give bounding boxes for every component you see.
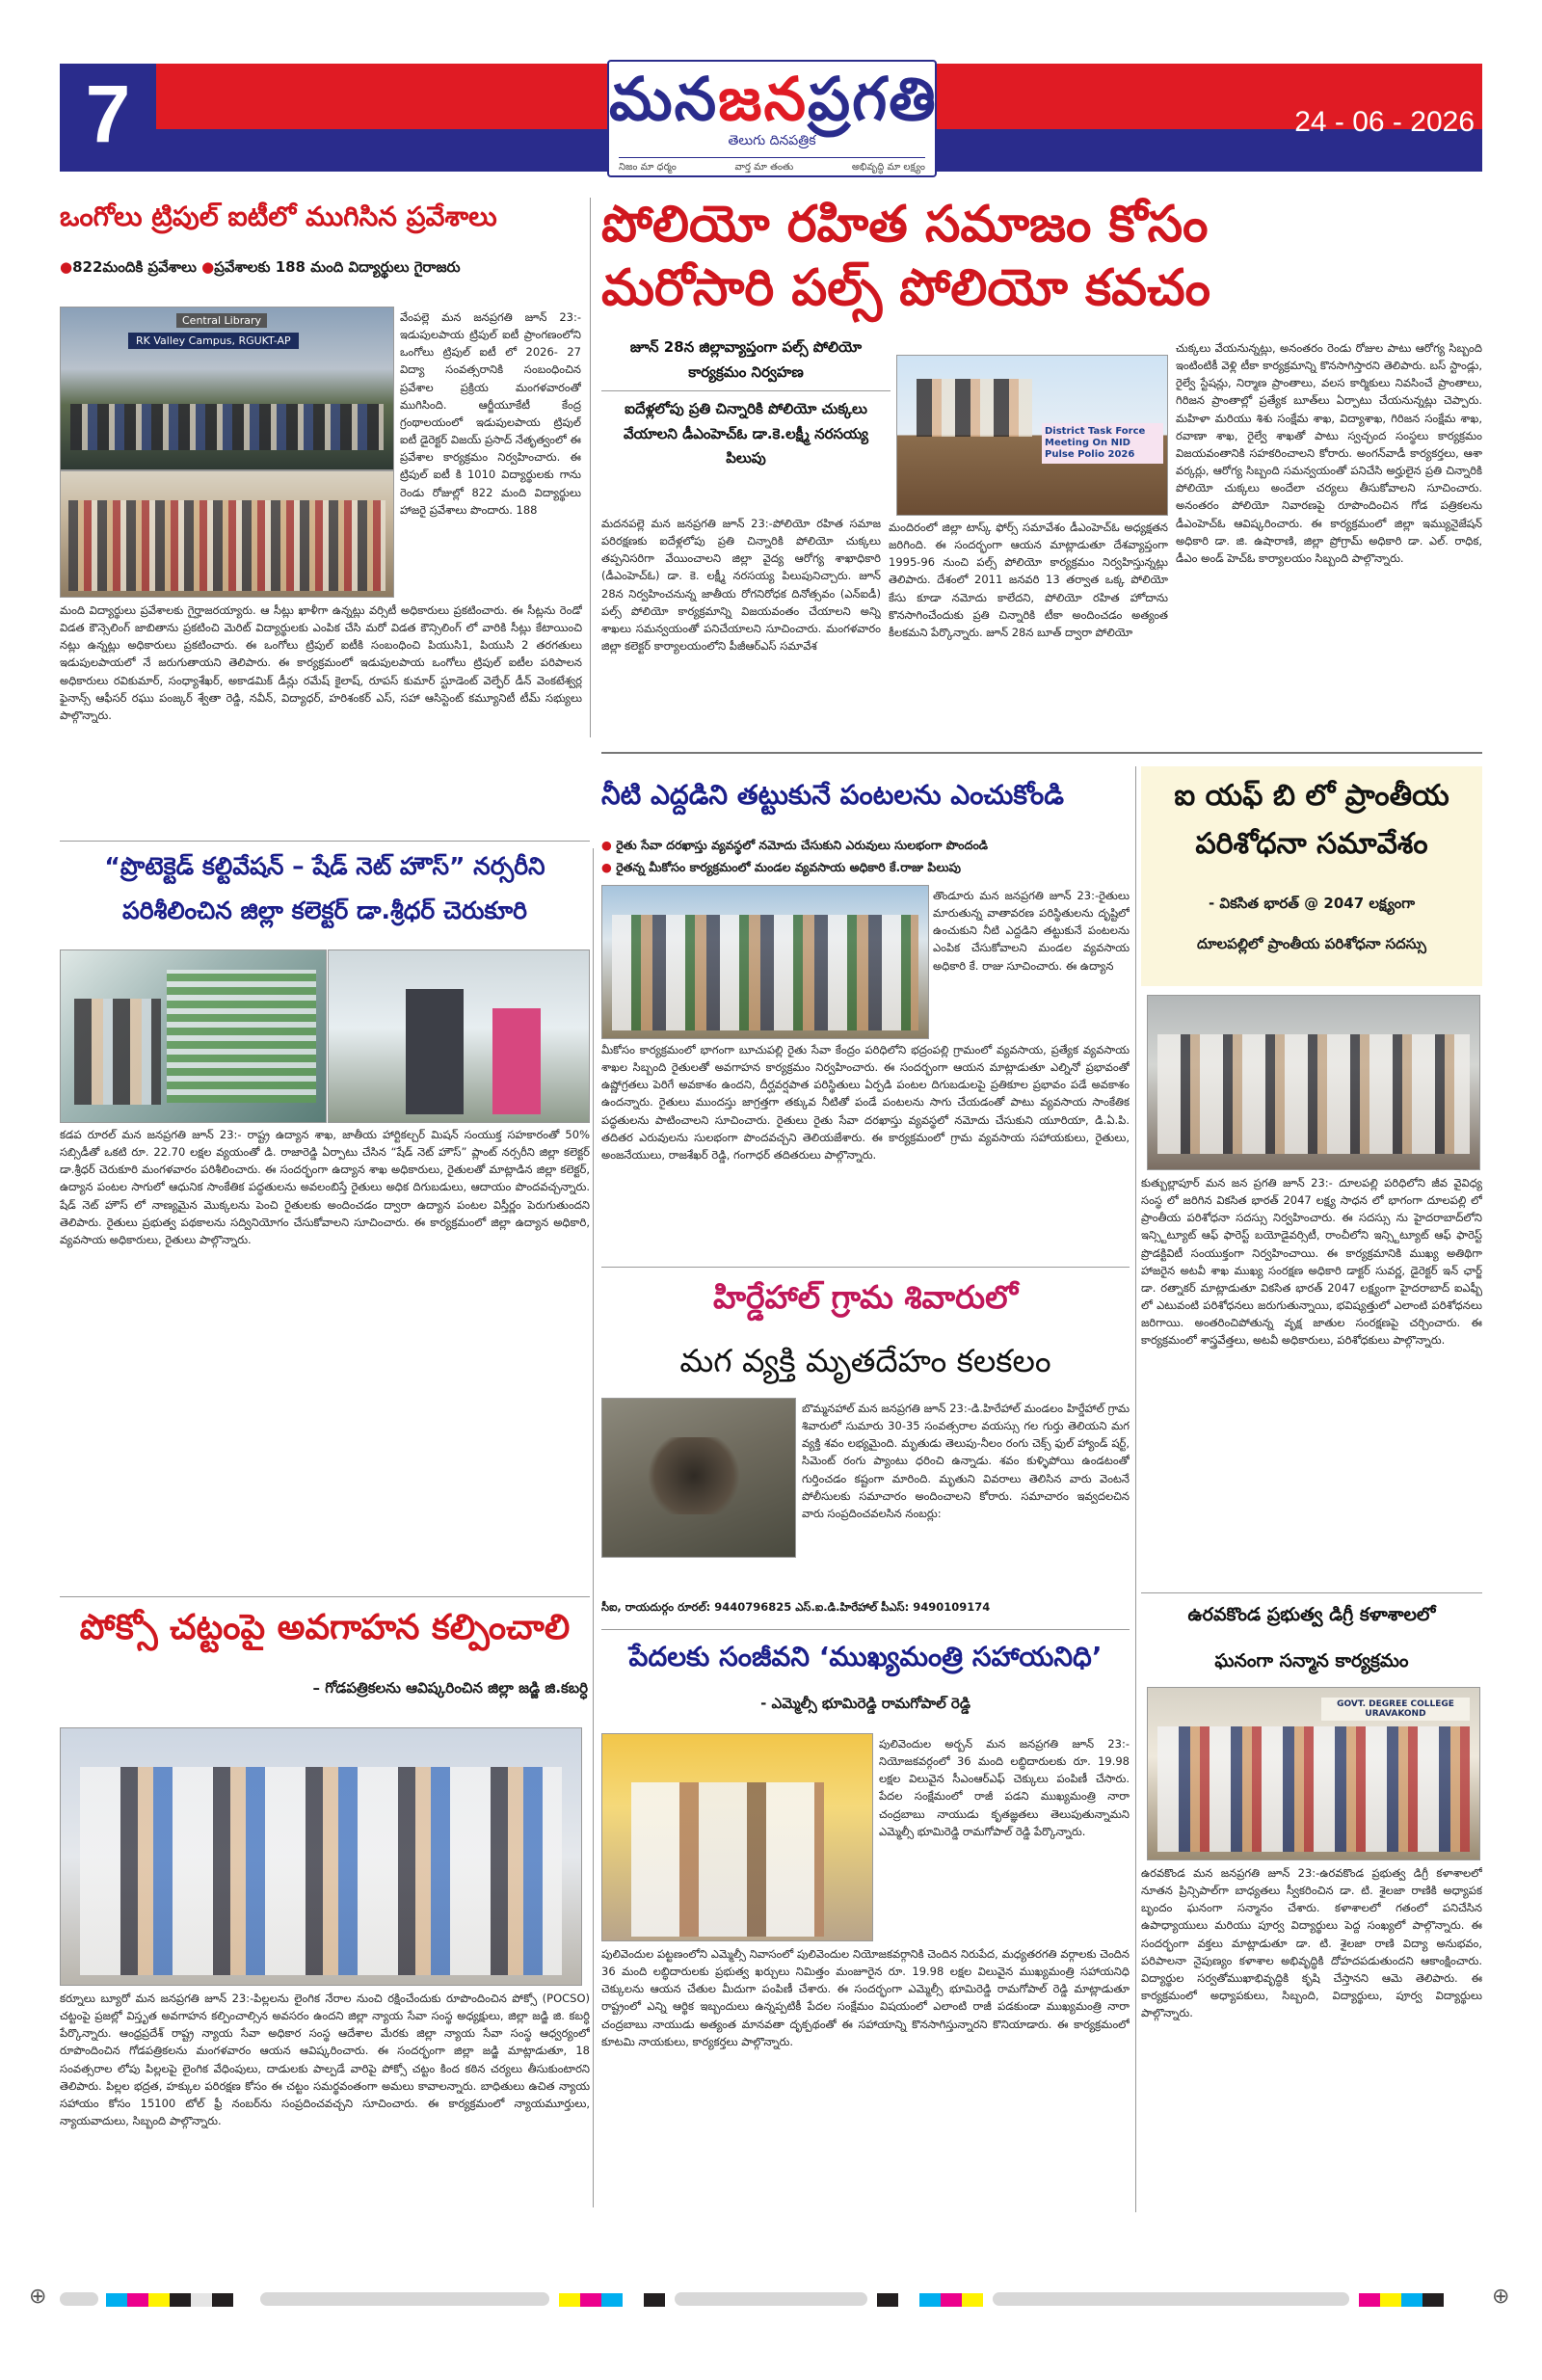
issue-date: 24 - 06 - 2026 — [1294, 106, 1475, 138]
hiredal-headline-2: మగ వ్యక్తి మృతదేహం కలకలం — [679, 1342, 1051, 1379]
column-divider — [590, 198, 591, 737]
iiit-photo — [60, 307, 394, 470]
iiit-bullet-2: ప్రవేశాలకు 188 మంది విద్యార్థులు గైరాజరు — [214, 258, 461, 276]
ifb-body: కుత్బుల్లాపూర్ మన జన ప్రగతి జూన్ 23:- దూలపల్లి పరిధిలోని జీవ వైవిధ్య సంస్థ లో జరిగిన వికసిత భారత్ 2047 లక్ష్య సాధన లో భాగంగా దూలపల్లి లో ప్రాంతీయ పరిశోధనా సదస్సు నిర్వహించారు. ఈ సదస్సు ను హైదరాబాద్‌లోని ఇన్స్టిట్యూట్ ఆఫ్ ఫారెస్ట్ బయోడైవర్సిటీ, రాంచీలోని ఇన్స్టిట్యూట్ ఆఫ్ ఫారెస్ట్ ప్రొడక్టివిటీ సంయుక్తంగా నిర్వహించాయి. ఈ కార్యక్రమానికి ముఖ్య అతిథిగా హాజరైన అటవీ శాఖ ముఖ్య సంరక్షణ అధికారి డాక్టర్ సువర్ణ, డైరెక్టర్ ఇన్ ఛార్జ్ డా. రత్నాకర్ మాట్లాడుతూ వికసిత భారత్ 2047 లక్ష్యంగా హైదరాబాద్ ఐఎఫ్బీ లో ఎటువంటి పరిశోధనలు జరుగుతున్నాయి, భవిష్యత్తులో ఎలాంటి పరిశోధనలు జరిగాయి. అంతరించిపోతున్న వృక్ష జాతుల సంరక్షణపై చర్చించారు. ఈ కార్యక్రమంలో శాస్త్రవేత్తలు, అటవీ అధికారులు, పరిశోధకులు పాల్గొన్నారు. — [1141, 1176, 1482, 1348]
crops-bullets — [601, 835, 1122, 878]
photo-sign: GOVT. DEGREE COLLEGE URAVAKOND — [1321, 1698, 1470, 1721]
hiredal-headline-1: హిర్డేహాల్ గ్రామ శివారులో — [712, 1278, 1019, 1316]
section-divider — [60, 1596, 590, 1597]
crops-bullet-line-2 — [601, 857, 1122, 879]
photo-officials — [917, 379, 1032, 437]
ifb-deck-1: - వికసిత భారత్ @ 2047 లక్ష్యంగా — [1208, 895, 1416, 912]
pocso-headline: పోక్సో చట్టంపై అవగాహన కల్పించాలి — [79, 1608, 571, 1647]
crops-body-full: మీకోసం కార్యక్రమంలో భాగంగా బూచుపల్లి రైతు సేవా కేంద్రం పరిధిలోని భద్రంపల్లి గ్రామంలో వ్యవసాయ, ప్రత్యేక వ్యవసాయ శాఖల సిబ్బంది రైతులతో అవగాహన కార్యక్రమం నిర్వహించారు. ఈ సందర్భంగా ఆయన మాట్లాడుతూ ఎల్నినో ప్రభావంతో ఉష్ణోగ్రతలు పెరిగే అవకాశం ఉందని, దీర్ఘవర్షపాత పరిస్థితులు ఏర్పడి పంటల దిగుబడులపై ప్రతికూల ప్రభావం పడే అవకాశం ఉందన్నారు. రైతులు ముందస్తు జాగ్రత్తగా తక్కువ నీటితో పండే పంటలను సాగు చేయడంతో పాటు వ్యవసాయ సాంకేతిక పద్ధతులను పాటించాలని సూచించారు. రైతులు రైతు సేవా దరఖాస్తు వ్యవస్థలో నమోదు చేసుకుని యూరియా, డి.ఏ.పి. తదితర ఎరువులను సులభంగా పొందవచ్చని తెలియజేశారు. ఈ కార్యక్రమంలో గ్రామ వ్యవసాయ సహాయకులు, రైతులు, అంజనేయులు, రాజశేఖర్ రెడ్డి, గంగాధర్ తదితరులు పాల్గొన్నారు. — [601, 1043, 1130, 1162]
section-divider — [60, 841, 590, 842]
crops-headline: నీటి ఎద్దడిని తట్టుకునే పంటలను ఎంచుకోండి — [601, 779, 1064, 811]
footer-print-bar — [260, 2292, 549, 2306]
slogan-3: అభివృద్ధి మా లక్ష్యం — [851, 162, 925, 173]
cmrf-photo — [601, 1733, 873, 1941]
logo-title — [609, 62, 938, 134]
shadenet-photo-1 — [60, 949, 327, 1123]
logo-title-part-3: ప్రగతి — [807, 64, 938, 134]
photo-felicitation — [1157, 1726, 1470, 1852]
crops-bullet-1: రైతు సేవా దరఖాస్తు వ్యవస్థలో నమోదు చేసుకుని ఎరువులు సులభంగా పొందండి — [616, 838, 989, 852]
photo-people — [74, 999, 161, 1105]
photo-conference — [1157, 1034, 1470, 1154]
photo-collector — [406, 989, 464, 1114]
bullet-dot-icon: ● — [201, 258, 215, 276]
polio-deck-1: జూన్ 28న జిల్లావ్యాప్తంగా పల్స్ పోలియో కార్యక్రమం నిర్వహణ — [601, 335, 891, 391]
section-divider — [601, 752, 1482, 754]
registration-mark-right: ⊕ — [1492, 2285, 1510, 2309]
polio-body-col1: మదనపల్లె మన జనప్రగతి జూన్ 23:-పోలియో రహిత సమాజ పరిరక్షణకు ఐదేళ్లలోపు ప్రతి చిన్నారికి పోలియో చుక్కలు తప్పనిసరిగా వేయించాలని జిల్లా వైద్య ఆరోగ్య శాఖాధికారి (డీఎంహెచ్ఓ) డా. కె. లక్ష్మీ నరసయ్య పిలుపునిచ్చారు. జూన్ 28న నిర్వహించనున్న జాతీయ రోగనిరోధక దినోత్సవం (ఎన్ఐడీ) పల్స్ పోలియో కార్యక్రమాన్ని విజయవంతం చేయాలని అన్ని శాఖలు సమన్వయంతో పనిచేయాలని సూచించారు. మంగళవారం జిల్లా కలెక్టర్ కార్యాలయంలోని పీజీఆర్ఎస్ సమావేశ — [601, 517, 881, 654]
polio-body-col2: మందిరంలో జిల్లా టాస్క్ ఫోర్స్ సమావేశం డీఎంహెచ్ఓ అధ్యక్షతన జరిగింది. ఈ సందర్భంగా ఆయన మాట్లాడుతూ దేశవ్యాప్తంగా 1995-96 నుంచి పల్స్ పోలియో కార్యక్రమం నిర్వహిస్తున్నట్లు తెలిపారు. దేశంలో 2011 జనవరి 13 తర్వాత ఒక్క పోలియో కేసు కూడా నమోదు కాలేదని, పోలియో రహిత హోదాను కొనసాగించేందుకు ప్రతి చిన్నారికి టీకా అందించడం అత్యంత కీలకమని పేర్కొన్నారు. జూన్ 28న బూత్ ద్వారా పోలియో — [889, 521, 1168, 639]
color-calibration-strip-3 — [877, 2292, 983, 2311]
crops-photo — [601, 885, 929, 1039]
section-divider — [601, 1629, 1130, 1630]
polio-photo — [896, 355, 1168, 516]
hiredal-body: బొమ్మనహాల్ మన జనప్రగతి జూన్ 23:-డి.హిరేహాల్ మండలం హిర్డేహాల్ గ్రామ శివారులో సుమారు 30-35 సంవత్సరాల వయస్సు గల గుర్తు తెలియని మగ వ్యక్తి శవం లభ్యమైంది. మృతుడు తెలుపు-నీలం రంగు చెక్స్ ఫుల్ హ్యాండ్ షర్ట్, సిమెంట్ రంగు ప్యాంటు ధరించి ఉన్నాడు. శవం కుళ్ళిపోయి ఉండటంతో గుర్తించడం కష్టంగా మారింది. మృతుని వివరాలు తెలిసిన వారు వెంటనే పోలీసులకు సమాచారం అందించాలని కోరారు. సమాచారం ఇవ్వదలచిన వారు సంప్రదించవలసిన నంబర్లు: — [802, 1402, 1130, 1520]
cmrf-body-full: పులివెందుల పట్టణంలోని ఎమ్మెల్సీ నివాసంలో పులివెందుల నియోజకవర్గానికి చెందిన నిరుపేద, మధ్యతరగతి వర్గాలకు చెందిన 36 మంది లబ్ధిదారులకు ప్రభుత్వ ఖర్చులు నిమిత్తం మంజూరైన రూ. 19.98 లక్షల విలువైన ముఖ్యమంత్రి సహాయనిధి చెక్కులను ఆయన చేతుల మీదుగా పంపిణీ చేశారు. ఈ సందర్భంగా ఎమ్మెల్సీ భూమిరెడ్డి రామగోపాల్ రెడ్డి మాట్లాడుతూ రాష్ట్రంలో ఎన్ని ఆర్థిక ఇబ్బందులు ఉన్నప్పటికీ పేదల సంక్షేమం విషయంలో ఎలాంటి రాజీ పడకుండా ముఖ్యమంత్రి నారా చంద్రబాబు నాయుడు అత్యంత మానవతా దృక్పథంతో ఈ సహాయాన్ని కొనసాగిస్తున్నారని కొనియాడారు. ఈ కార్యక్రమంలో కూటమి నాయకులు, కార్యకర్తలు పాల్గొన్నారు. — [601, 1947, 1130, 2048]
photo-banner: RK Valley Campus, RGUKT-AP — [128, 333, 299, 349]
photo-people-row — [70, 404, 384, 450]
photo-officials-row — [80, 1767, 562, 1975]
uravakonda-photo — [1147, 1687, 1480, 1860]
cmrf-subhead: - ఎమ్మెల్సీ భూమిరెడ్డి రామగోపాల్ రెడ్డి — [760, 1695, 970, 1712]
shadenet-headline-2: పరిశీలించిన జిల్లా కలెక్టర్ డా.శ్రీధర్ చెరుకూరి — [121, 896, 528, 924]
hiredal-photo — [601, 1398, 796, 1558]
photo-plants — [167, 970, 316, 1103]
column-divider — [1135, 766, 1136, 2212]
logo-title-part-2: జన — [718, 64, 808, 134]
hiredal-phone-line: సీఐ, రాయదుర్గం రూరల్: 9440796825 ఎస్.ఐ.డి.హిరేహాల్ పీఎస్: 9490109174 — [601, 1600, 991, 1614]
pocso-subhead: – గోడపత్రికలను ఆవిష్కరించిన జిల్లా జడ్జి జి.కబర్ధి — [312, 1679, 588, 1697]
cmrf-body-side: పులివెందుల అర్బన్ మన జనప్రగతి జూన్ 23:- నియోజకవర్గంలో 36 మంది లబ్ధిదారులకు రూ. 19.98 లక్షల విలువైన సీఎంఆర్ఎఫ్ చెక్కులు పంపిణీ చేసారు. పేదల సంక్షేమంలో రాజీ పడని ముఖ్యమంత్రి నారా చంద్రబాబు నాయుడు కృతజ్ఞతలు తెలుపుతున్నామని ఎమ్మెల్సీ భూమిరెడ్డి రామగోపాల్ రెడ్డి పేర్కొన్నారు. — [879, 1737, 1130, 1838]
masthead-blue-strip-left — [156, 129, 607, 172]
crops-body-side: తొండూరు మన జనప్రగతి జూన్ 23:-రైతులు మారుతున్న వాతావరణ పరిస్థితులను దృష్టిలో ఉంచుకుని నీటి ఎద్దడిని తట్టుకునే పంటలను ఎంపిక చేసుకోవాలని మండల వ్యవసాయ అధికారి కే. రాజు సూచించారు. ఈ ఉద్యాన — [933, 889, 1130, 973]
footer-print-bar-left — [60, 2292, 98, 2306]
pocso-body: కర్నూలు బ్యూరో మన జనప్రగతి జూన్ 23:-పిల్లలను లైంగిక నేరాల నుంచి రక్షించేందుకు రూపొందించిన పోక్సో (POCSO) చట్టంపై ప్రజల్లో విస్తృత అవగాహన కల్పించాల్సిన అవసరం ఉందని జిల్లా న్యాయ సేవా సంస్థ అధ్యక్షులు, జిల్లా జడ్జి జి. కబర్ధి పేర్కొన్నారు. ఆంధ్రప్రదేశ్ రాష్ట్ర న్యాయ సేవా అధికార సంస్థ ఆదేశాల మేరకు జిల్లా న్యాయ సేవా సంస్థ ఆధ్వర్యంలో రూపొందించిన గోడపత్రికలను మంగళవారం ఆయన ఆవిష్కరించారు. ఈ సందర్భంగా జిల్లా జడ్జి మాట్లాడుతూ, 18 సంవత్సరాల లోపు పిల్లలపై లైంగిక వేధింపులు, దాడులకు పాల్పడే వారిపై పోక్సో చట్టం కింద కఠిన చర్యలు తీసుకుంటారని తెలిపారు. పిల్లల భద్రత, హక్కుల పరిరక్షణ కోసం ఈ చట్టం సమర్థవంతంగా అమలు కావాలన్నారు. బాధితులు ఉచిత న్యాయ సహాయం కోసం 15100 టోల్ ఫ్రీ నంబర్‌ను సంప్రదించవచ్చని సూచించారు. ఈ కార్యక్రమంలో న్యాయమూర్తులు, న్యాయవాదులు, సిబ్బంది పాల్గొన్నారు. — [60, 1992, 590, 2128]
uravakonda-body: ఉరవకొండ మన జనప్రగతి జూన్ 23:-ఉరవకొండ ప్రభుత్వ డిగ్రీ కళాశాలలో నూతన ప్రిన్సిపాల్‌గా బాధ్యతలు స్వీకరించిన డా. టి. శైలజా రాణికి అధ్యాపక బృందం ఘనంగా సన్మానం చేశారు. కళాశాలలో గతంలో పనిచేసిన ఉపాధ్యాయులు మరియు పూర్వ విద్యార్థులు పెద్ద సంఖ్యలో పాల్గొన్నారు. ఈ సందర్భంగా వక్తలు మాట్లాడుతూ డా. టి. శైలజా రాణి విద్యా అనుభవం, పరిపాలనా నైపుణ్యం కళాశాల అభివృద్ధికి దోహదపడుతుందని ఆకాంక్షించారు. విద్యార్థుల సర్వతోముఖాభివృద్ధికి కృషి చేస్తానని ఆమె తెలిపారు. ఈ కార్యక్రమంలో అధ్యాపకులు, సిబ్బంది, విద్యార్థులు, పూర్వ విద్యార్థులు పాల్గొన్నారు. — [1141, 1866, 1482, 2020]
iiit-body-side: వేంపల్లె మన జనప్రగతి జూన్ 23:-ఇడుపులపాయ ట్రిపుల్ ఐటీ ప్రాంగణంలోని ఒంగోలు ట్రిపుల్ ఐటీ లో 2026- 27 విద్యా సంవత్సరానికి సంబంధించిన ప్రవేశాల ప్రక్రియ మంగళవారంతో ముగిసింది. ఆర్జీయూకేటీ కేంద్ర గ్రంథాలయంలో ఇడుపులపాయ ట్రిపుల్ ఐటీ డైరెక్టర్ విజయ్ ప్రసాద్ నేతృత్వంలో ఈ ప్రవేశాల కార్యక్రమం నిర్వహించారు. ఈ ట్రిపుల్ ఐటీ కి 1010 విద్యార్థులకు గాను రెండు రోజుల్లో 822 మంది విద్యార్థులు హాజరై ప్రవేశాలు పొందారు. 188 — [400, 310, 581, 517]
pocso-photo — [60, 1727, 582, 1986]
shadenet-body: కడప రూరల్ మన జనప్రగతి జూన్ 23:- రాష్ట్ర ఉద్యాన శాఖ, జాతీయ హార్టికల్చర్ మిషన్ సంయుక్త సహకారంతో 50% సబ్సిడీతో ఒకటి రూ. 22.70 లక్షల వ్యయంతో డి. రాజారెడ్డి ఏర్పాటు చేసిన “షేడ్ నెట్ హౌస్” ప్లాంట్ నర్సరీని జిల్లా కలెక్టర్ డా.శ్రీధర్ చెరుకూరి మంగళవారం పరిశీలించారు. ఈ సందర్భంగా ఉద్యాన శాఖ అధికారులు, రైతులతో మాట్లాడిన జిల్లా కలెక్టర్, ఉద్యాన పంటల సాగులో ఆధునిక సాంకేతిక పద్ధతులను అవలంబిస్తే రైతులు అధిక దిగుబడులు, ఆదాయం పొందవచ్చన్నారు. షేడ్ నెట్ హౌస్ లో నాణ్యమైన మొక్కలను పెంచి రైతులకు అందించడం ద్వారా ఉద్యాన పంటల విస్తీర్ణం పెరుగుతుందని తెలిపారు. రైతులు ప్రభుత్వ పథకాలను సద్వినియోగం చేసుకోవాలని సూచించారు. ఈ కార్యక్రమంలో జిల్లా ఉద్యాన అధికారి, వ్యవసాయ అధికారులు, రైతులు పాల్గొన్నారు. — [60, 1128, 590, 1246]
ifb-headline-2: పరిశోధనా సమావేశం — [1195, 827, 1428, 861]
photo-farmers — [612, 915, 918, 1030]
cmrf-headline: పేదలకు సంజీవని ‘ముఖ్యమంత్రి సహాయనిధి’ — [628, 1641, 1103, 1672]
section-divider — [601, 1267, 1130, 1268]
crops-bullet-line-1 — [601, 835, 1122, 857]
column-divider — [593, 848, 594, 2207]
bullet-dot-icon: ● — [601, 838, 617, 852]
shadenet-headline-1: “ప్రొటెక్టెడ్ కల్టివేషన్ – షేడ్ నెట్ హౌస్” నర్సరీని — [104, 852, 545, 880]
color-calibration-strip-4 — [1359, 2292, 1444, 2311]
photo-woman — [492, 1008, 541, 1114]
crops-bullet-2: రైతన్న మీకోసం కార్యక్రమంలో మండల వ్యవసాయ అధికారి కే.రాజు పిలుపు — [616, 859, 961, 874]
photo-crowd — [68, 500, 386, 591]
iiit-headline: ఒంగోలు ట్రిపుల్ ఐటీలో ముగిసిన ప్రవేశాలు — [60, 201, 497, 232]
shadenet-photo-2 — [328, 949, 590, 1123]
slogan-1: నిజం మా ధర్మం — [619, 162, 677, 173]
polio-headline-1: పోలియో రహిత సమాజం కోసం — [601, 196, 1209, 254]
polio-headline-2: మరోసారి పల్స్ పోలియో కవచం — [601, 259, 1211, 317]
slogan-2: వార్త మా తంతు — [734, 162, 794, 173]
logo-slogans — [619, 157, 925, 174]
bullet-dot-icon: ● — [601, 859, 617, 874]
section-divider — [1141, 1592, 1482, 1593]
polio-banner: District Task Force Meeting On NID Pulse Polio 2026 — [1042, 423, 1163, 464]
ifb-headline-1: ఐ యఫ్ బి లో ప్రాంతీయ — [1174, 779, 1449, 813]
newspaper-logo — [607, 60, 937, 177]
photo-two-men — [631, 1782, 824, 1937]
registration-mark-left: ⊕ — [29, 2285, 47, 2309]
footer-print-bar — [675, 2292, 867, 2306]
iiit-photo-2 — [60, 470, 394, 598]
polio-body-col3: చుక్కలు వేయనున్నట్లు, అనంతరం రెండు రోజుల పాటు ఆరోగ్య సిబ్బంది ఇంటింటికీ వెళ్లి టీకా కార్యక్రమాన్ని కొనసాగిస్తారని తెలిపారు. బస్ స్టాండ్లు, రైల్వే స్టేషన్లు, నిర్మాణ ప్రాంతాలు, వలస కార్మికులు నివసించే ప్రాంతాలు, గిరిజన ప్రాంతాల్లో ప్రత్యేక బూత్‌లు ఏర్పాటు చేయనున్నట్లు చెప్పారు. మహిళా మరియు శిశు సంక్షేమ శాఖ, విద్యాశాఖ, గిరిజన సంక్షేమ శాఖ, రవాణా శాఖ, రైల్వే శాఖతో పాటు స్వచ్ఛంద సంస్థలు కార్యక్రమం విజయవంతానికి సహకరించాలని కోరారు. అంగన్‌వాడీ కార్యకర్తలు, ఆశా వర్కర్లు, ఆరోగ్య సిబ్బంది సమన్వయంతో పనిచేసి అర్హులైన ప్రతి చిన్నారికి పోలియో చుక్కలు అందేలా చర్యలు తీసుకోవాలని సూచించారు. అనంతరం పోలియో నివారణపై రూపొందించిన గోడ పత్రికలను డీఎంహెచ్ఓ ఆవిష్కరించారు. ఈ కార్యక్రమంలో జిల్లా ఇమ్యునైజేషన్ అధికారి డా. జి. ఉషారాణి, జిల్లా ప్రోగ్రామ్ అధికారి డా. ఎల్. రాధిక, డీఎం అండ్ హెచ్ఓ కార్యాలయం సిబ్బంది పాల్గొన్నారు. — [1176, 341, 1482, 565]
polio-deck-2: ఐదేళ్లలోపు ప్రతి చిన్నారికి పోలియో చుక్కలు వేయాలని డీఎంహెచ్ఓ డా.కె.లక్ష్మీ నరసయ్య పిలుపు — [623, 400, 869, 467]
bullet-dot-icon: ● — [60, 258, 73, 276]
polio-deck-box — [601, 335, 891, 509]
logo-subtitle: తెలుగు దినపత్రిక — [728, 133, 816, 148]
photo-banner-top: Central Library — [176, 313, 267, 328]
photo-terrain — [641, 1437, 747, 1514]
ifb-deck-2: దూలపల్లిలో ప్రాంతీయ పరిశోధనా సదస్సు — [1197, 935, 1426, 952]
iiit-body-full: మంది విద్యార్థులు ప్రవేశాలకు గైర్హాజరయ్యారు. ఆ సీట్లు ఖాళీగా ఉన్నట్లు వర్సిటీ అధికారులు ప్రకటించారు. ఈ సీట్లను రెండో విడత కౌన్సెలింగ్ జాబితాను ప్రకటించి మెరిట్ విద్యార్థులకు ఎంపిక చేసి మరో విడత కౌన్సిలింగ్ లో వారికి సీట్లు కేటాయించి నట్లు ఉన్నట్లు అధికారులు ప్రకటించారు. ఈ ఒంగోలు ట్రిపుల్ ఐటీకి సంబంధించి పియుసి1, పియుసి 2 తరగతులు ఇడుపులపాయలో నే జరుగుతాయని తెలిపారు. ఈ కార్యక్రమంలో ఇడుపులపాయ ఒంగోలు ట్రిపుల్ ఐటీల పరిపాలన అధికారులు రవికుమార్, సంధ్యాశేఖర్, అకాడమిక్ డీన్లు రమేష్ కైలాష్, రూపస్ కుమార్ స్టూడెంట్ వెల్ఫేర్ డీన్ వెంకటేశ్వర్ల ఫైనాన్స్ ఆఫీసర్ రఘు పంజ్కర్ శ్వేతా రెడ్డి, నవీన్, విద్యాధర్, హరిశంకర్ ఎస్, సహా ఆసిస్టెంట్ కమ్యూనిటీ టీమ్ సభ్యులు పాల్గొన్నారు. — [60, 603, 582, 722]
ifb-photo — [1147, 995, 1480, 1170]
page-number: 7 — [85, 68, 131, 159]
uravakonda-headline-1: ఉరవకొండ ప్రభుత్వ డిగ్రీ కళాశాలలో — [1187, 1604, 1436, 1625]
uravakonda-headline-2: ఘనంగా సన్మాన కార్యక్రమం — [1214, 1650, 1409, 1671]
footer-print-bar — [993, 2292, 1349, 2306]
iiit-bullet-1: 822మందికి ప్రవేశాలు — [72, 258, 197, 276]
logo-title-part-1: మన — [609, 64, 719, 134]
iiit-bullets — [60, 258, 580, 280]
color-calibration-strip-1 — [106, 2292, 233, 2311]
color-calibration-strip-2 — [559, 2292, 665, 2311]
